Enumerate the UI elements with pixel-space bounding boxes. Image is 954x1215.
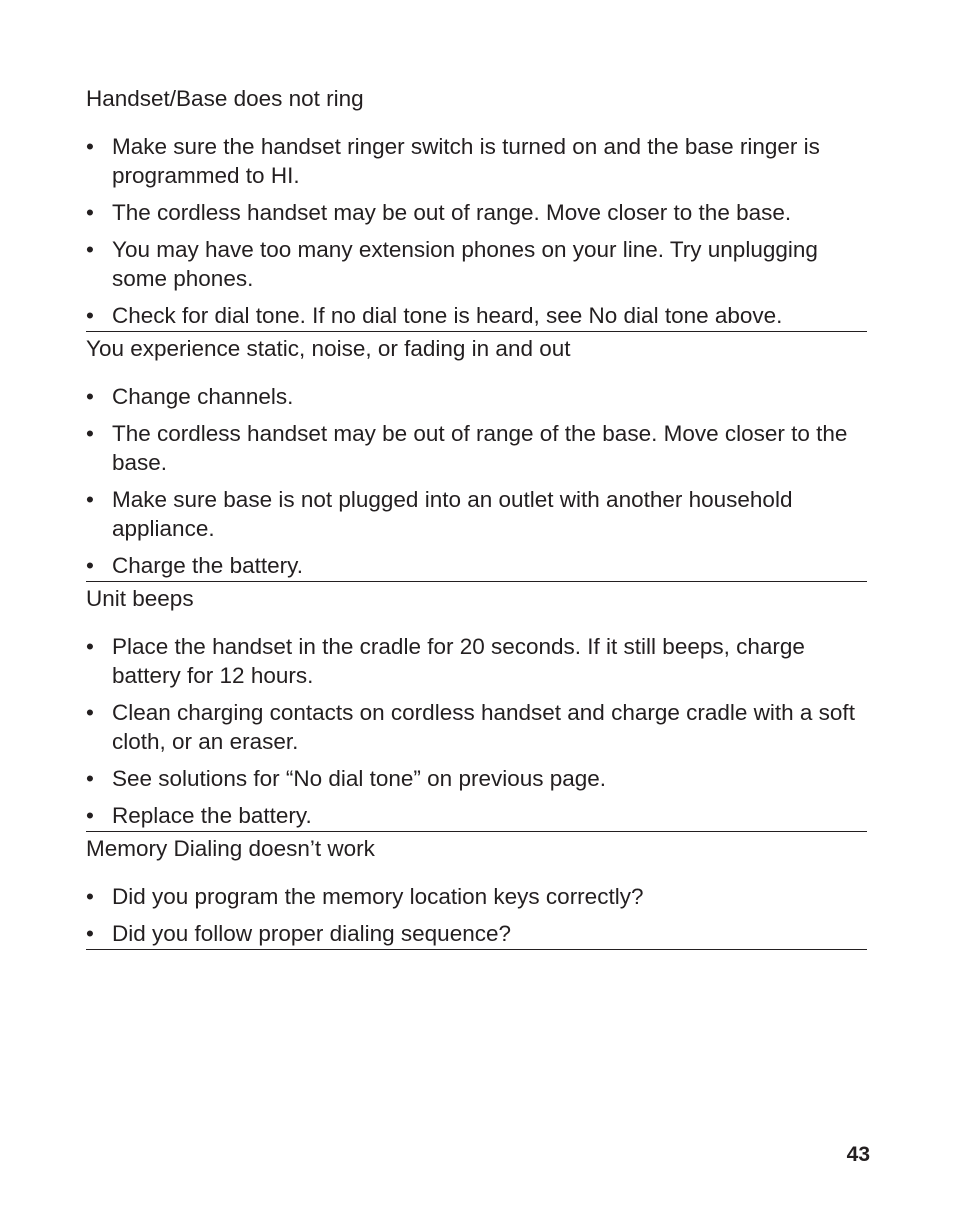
bullet: • — [86, 134, 94, 159]
bullet: • — [86, 803, 94, 828]
list-item — [86, 551, 867, 580]
list-item — [86, 882, 867, 911]
list-item — [86, 198, 867, 227]
list-item — [86, 132, 867, 190]
item-text: Change channels. — [112, 384, 294, 409]
section-heading: Unit beeps — [86, 586, 194, 611]
bullet: • — [86, 421, 94, 446]
item-text: You may have too many extension phones on your line. Try unplugging some phones. — [112, 237, 818, 291]
section-heading: Memory Dialing doesn’t work — [86, 836, 375, 861]
section-memory-dialing — [86, 832, 867, 950]
bullet: • — [86, 237, 94, 262]
bullet: • — [86, 766, 94, 791]
solution-list — [86, 364, 867, 580]
section-unit-beeps — [86, 582, 867, 832]
item-text: The cordless handset may be out of range. Move closer to the base. — [112, 200, 792, 225]
solution-list — [86, 114, 867, 330]
list-item — [86, 632, 867, 690]
troubleshooting-content — [86, 82, 867, 950]
item-text: Replace the battery. — [112, 803, 312, 828]
item-text: Charge the battery. — [112, 553, 303, 578]
item-text: Did you program the memory location keys correctly? — [112, 884, 644, 909]
list-item — [86, 382, 867, 411]
list-item — [86, 801, 867, 830]
item-text: The cordless handset may be out of range of the base. Move closer to the base. — [112, 421, 848, 475]
list-item — [86, 919, 867, 948]
bullet: • — [86, 200, 94, 225]
item-text: Did you follow proper dialing sequence? — [112, 921, 512, 946]
solution-list — [86, 614, 867, 830]
list-item — [86, 764, 867, 793]
item-text: See solutions for “No dial tone” on previous page. — [112, 766, 607, 791]
list-item — [86, 419, 867, 477]
bullet: • — [86, 487, 94, 512]
bullet: • — [86, 700, 94, 725]
bullet: • — [86, 634, 94, 659]
bullet: • — [86, 884, 94, 909]
list-item — [86, 235, 867, 293]
bullet: • — [86, 384, 94, 409]
list-item — [86, 485, 867, 543]
section-heading: Handset/Base does not ring — [86, 86, 364, 111]
section-handset-base-does-not-ring — [86, 82, 867, 332]
bullet: • — [86, 553, 94, 578]
item-text: Clean charging contacts on cordless handset and charge cradle with a soft cloth, or an eraser. — [112, 700, 855, 754]
page-number: 43 — [846, 1143, 870, 1166]
item-text: Place the handset in the cradle for 20 seconds. If it still beeps, charge battery for 12 hours. — [112, 634, 805, 688]
solution-list — [86, 864, 867, 948]
item-text: Make sure the handset ringer switch is turned on and the base ringer is programmed to HI. — [112, 134, 820, 188]
item-text: Make sure base is not plugged into an outlet with another household appliance. — [112, 487, 793, 541]
bullet: • — [86, 921, 94, 946]
item-text: Check for dial tone. If no dial tone is heard, see No dial tone above. — [112, 303, 783, 328]
section-static-noise-fading — [86, 332, 867, 582]
section-heading: You experience static, noise, or fading in and out — [86, 336, 571, 361]
list-item — [86, 301, 867, 330]
bullet: • — [86, 303, 94, 328]
list-item — [86, 698, 867, 756]
